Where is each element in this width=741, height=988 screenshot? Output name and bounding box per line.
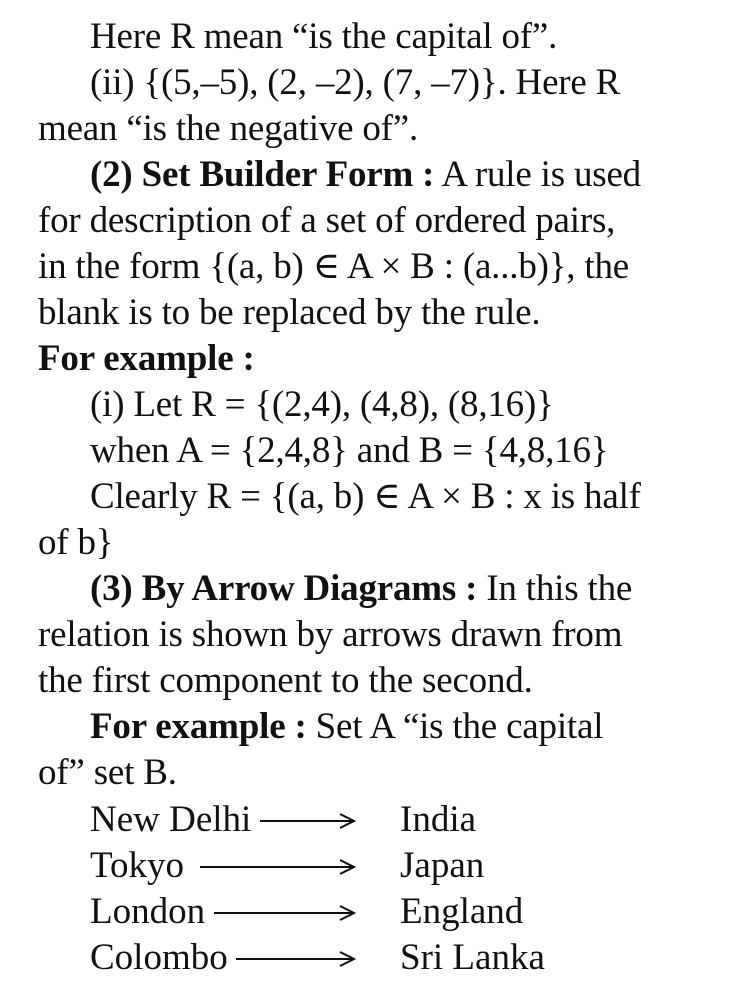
mapping-to: Japan (400, 845, 485, 886)
mapping-from: New Delhi (90, 799, 252, 840)
example-ii-line: (ii) {(5,–5), (2, –2), (7, –7)}. Here R (90, 62, 621, 103)
set-builder-text: A rule is used (434, 154, 641, 195)
mapping-row (90, 843, 710, 889)
for-example-line (90, 704, 603, 750)
example-i-line: when A = {2,4,8} and B = {4,8,16} (90, 430, 609, 471)
example-ii-line: mean “is the negative of”. (38, 108, 419, 149)
mapping-from: Colombo (90, 937, 228, 978)
mapping-from: London (90, 891, 206, 932)
arrow-diagram-line (90, 566, 632, 612)
mapping-row (90, 797, 710, 843)
set-builder-line: in the form {(a, b) ∈ A × B : (a...b)}, the (38, 246, 630, 287)
mapping-row (90, 889, 710, 935)
right-arrow-icon (200, 843, 360, 889)
mapping-to: India (400, 799, 477, 840)
for-example-text: Set A “is the capital (306, 706, 604, 747)
right-arrow-icon (214, 889, 360, 935)
right-arrow-icon (260, 797, 360, 843)
capital-meaning-line: Here R mean “is the capital of”. (90, 16, 558, 57)
right-arrow-icon (236, 935, 360, 981)
set-builder-line (90, 152, 641, 198)
arrow-diagram-line: relation is shown by arrows drawn from (38, 614, 623, 655)
mapping-to: Sri Lanka (400, 937, 545, 978)
example-i-line: Clearly R = {(a, b) ∈ A × B : x is half (90, 476, 641, 517)
for-example-label: For example : (90, 706, 307, 747)
arrow-diagram-text: In this the (477, 568, 633, 609)
set-builder-heading: (2) Set Builder Form : (90, 154, 435, 195)
set-builder-line: for description of a set of ordered pairs, (38, 200, 616, 241)
example-i-line: (i) Let R = {(2,4), (4,8), (8,16)} (90, 384, 554, 425)
mapping-row (90, 935, 710, 981)
for-example-line: of” set B. (38, 752, 177, 793)
mapping-to: England (400, 891, 524, 932)
set-builder-line: blank is to be replaced by the rule. (38, 292, 541, 333)
example-i-line: of b} (38, 522, 114, 563)
arrow-diagram-heading: (3) By Arrow Diagrams : (90, 568, 478, 609)
mapping-from: Tokyo (90, 845, 185, 886)
for-example-heading: For example : (38, 338, 255, 379)
arrow-diagram-line: the first component to the second. (38, 660, 533, 701)
